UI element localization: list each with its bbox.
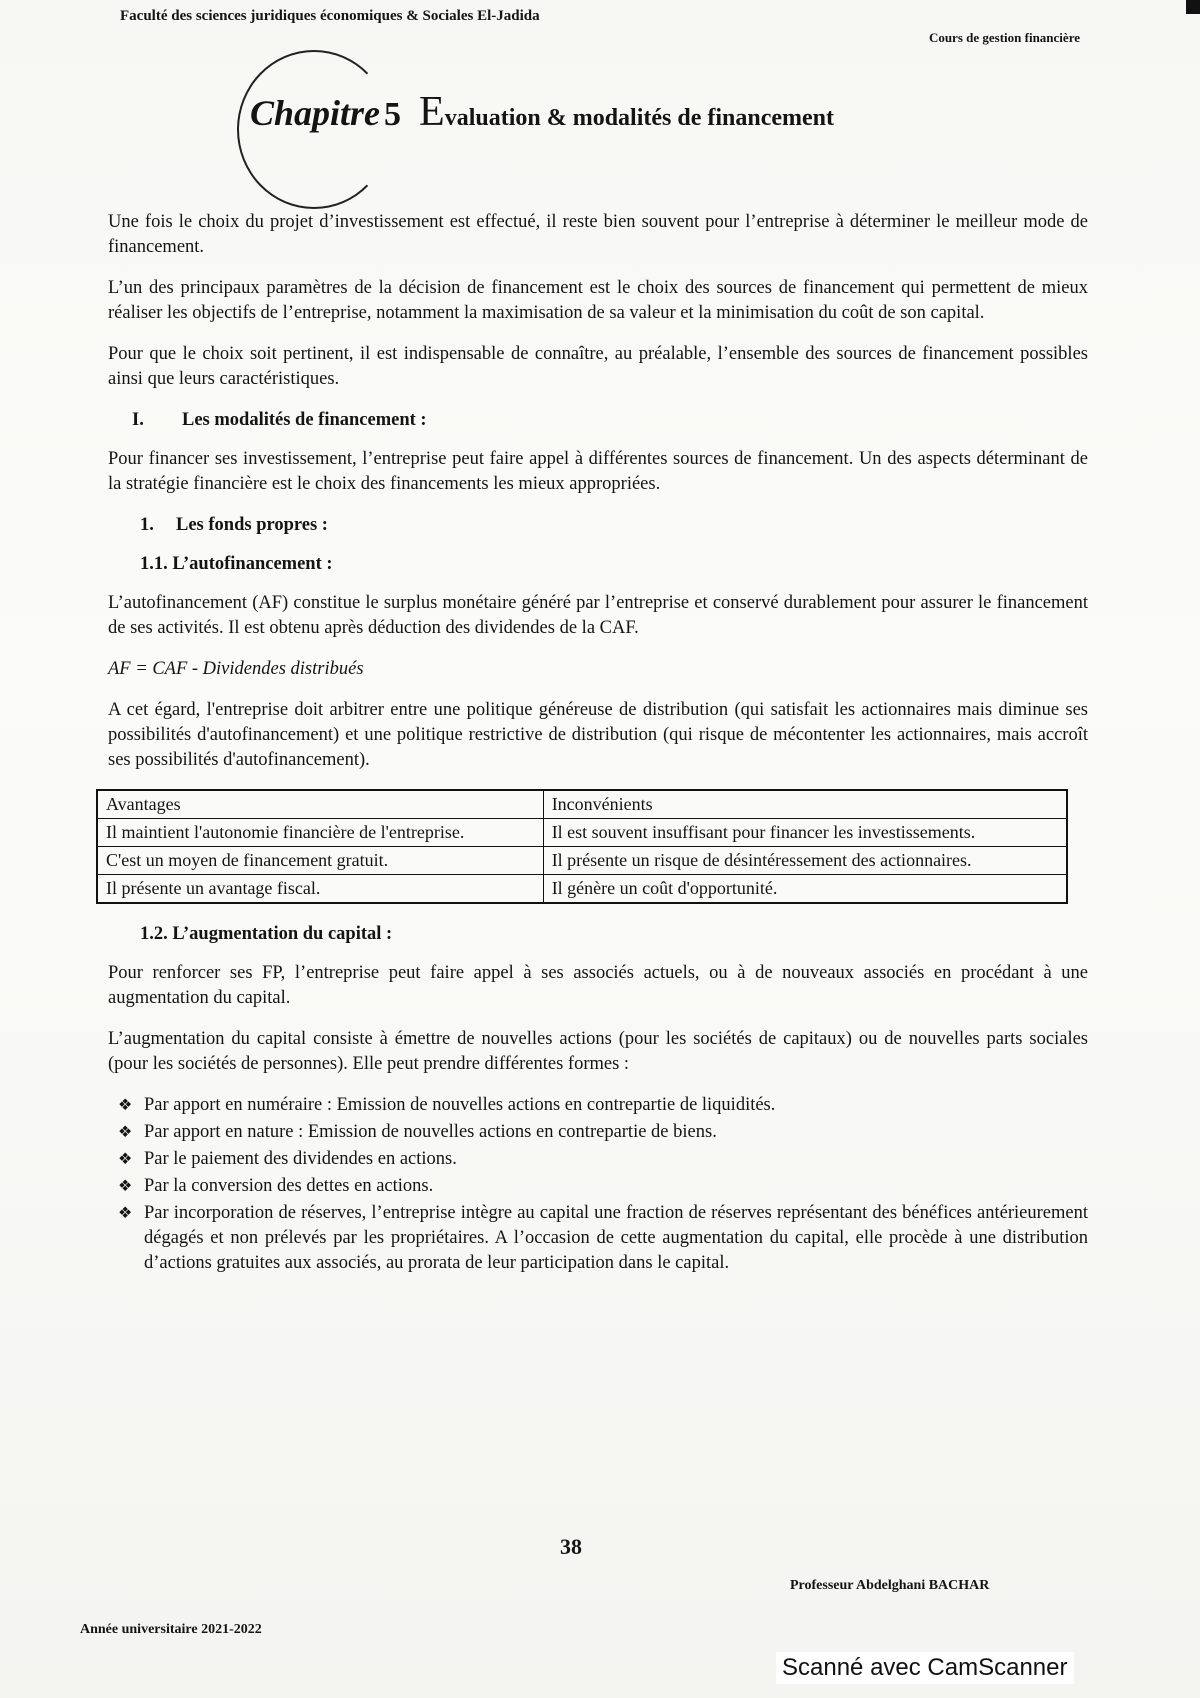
list-item: ❖ Par apport en nature : Emission de nouvelles actions en contrepartie de biens. — [114, 1120, 1088, 1145]
diamond-bullet-icon: ❖ — [118, 1205, 133, 1222]
academic-year: Année universitaire 2021-2022 — [80, 1622, 262, 1637]
table-header-row — [97, 790, 1067, 819]
chapter-number: 5 — [384, 96, 402, 133]
capital-paragraph-2: L’augmentation du capital consiste à émettre de nouvelles actions (pour les sociétés de capitaux) ou de nouvelles parts sociales (pour les sociétés de personnes). Elle peut prendre différentes formes : — [108, 1029, 1088, 1074]
section-number: I. — [132, 410, 144, 430]
capital-paragraph-1: Pour renforcer ses FP, l’entreprise peut faire appel à ses associés actuels, ou à de nouveaux associés en procédant à une augmentation du capital. — [108, 963, 1088, 1008]
page-number: 38 — [560, 1534, 582, 1559]
scan-corner-mark — [1186, 0, 1200, 14]
professor-name: Professeur Abdelghani BACHAR — [790, 1578, 990, 1593]
table-cell: Il maintient l'autonomie financière de l'entreprise. — [97, 819, 543, 847]
table-cell: Il présente un risque de désintéressement des actionnaires. — [543, 847, 1067, 875]
intro-paragraph-2: L’un des principaux paramètres de la décision de financement est le choix des sources de financement qui permettent de mieux réaliser les objectifs de l’entreprise, notamment la maximisation de sa valeur et la minimisation du coût de son capital. — [108, 278, 1088, 323]
advantages-table — [96, 789, 1068, 904]
chapter-title-initial: E — [419, 89, 445, 135]
course-header: Cours de gestion financière — [928, 30, 1080, 45]
list-item: ❖ Par le paiement des dividendes en actions. — [114, 1147, 1088, 1172]
table-cell: Il présente un avantage fiscal. — [97, 875, 543, 904]
list-item: ❖ Par la conversion des dettes en actions. — [114, 1174, 1088, 1199]
subsection-heading-1-2: 1.2. L’augmentation du capital : — [140, 924, 393, 944]
section-heading-1 — [108, 408, 1088, 433]
diamond-bullet-icon: ❖ — [118, 1178, 133, 1195]
chapter-title-rest: valuation & modalités de financement — [444, 105, 835, 131]
af-formula: AF = CAF - Dividendes distribués — [108, 659, 364, 679]
subsection-number: 1. — [140, 515, 154, 535]
table-row — [97, 875, 1067, 904]
section-1-paragraph: Pour financer ses investissement, l’entreprise peut faire appel à différentes sources de financement. Un des aspects déterminant de la stratégie financière est le choix des financements les mieux appropriées. — [108, 449, 1088, 494]
chapter-subject — [419, 89, 835, 135]
table-header-cell: Inconvénients — [543, 790, 1067, 819]
table-cell: Il est souvent insuffisant pour financer les investissements. — [543, 819, 1067, 847]
diamond-bullet-icon: ❖ — [118, 1151, 133, 1168]
table-cell: C'est un moyen de financement gratuit. — [97, 847, 543, 875]
main-content — [108, 210, 1088, 1278]
table-row — [97, 819, 1067, 847]
camscanner-watermark: Scanné avec CamScanner — [776, 1652, 1074, 1684]
list-item: ❖ Par incorporation de réserves, l’entreprise intègre au capital une fraction de réserves représentant des bénéfices antérieurement dégagés et non prélevés par les propriétaires. A l’occasion de cette augmentation du capital, elle procède à une distribution d’actions gratuites aux associés, au prorata de leur participation dans le capital. — [118, 1203, 1088, 1273]
table-header-cell: Avantages — [97, 790, 543, 819]
faculty-header: Faculté des sciences juridiques économiques & Sociales El-Jadida — [120, 8, 540, 24]
diamond-bullet-icon: ❖ — [118, 1124, 133, 1141]
chapter-title — [250, 88, 1050, 136]
table-row — [97, 847, 1067, 875]
capital-forms-list — [114, 1093, 1088, 1276]
subsection-heading-1 — [108, 513, 1088, 538]
section-title: Les modalités de financement : — [182, 410, 427, 430]
subsection-heading-1-1: 1.1. L’autofinancement : — [140, 554, 333, 574]
arbitrage-paragraph: A cet égard, l'entreprise doit arbitrer entre une politique généreuse de distribution (qui satisfait les actionnaires mais diminue ses possibilités d'autofinancement) et une politique restrictive de distribution (qui risque de mécontenter les actionnaires, mais accroît ses possibilités d'autofinancement). — [108, 700, 1088, 770]
intro-paragraph-1: Une fois le choix du projet d’investissement est effectué, il reste bien souvent pour l’entreprise à déterminer le meilleur mode de financement. — [108, 212, 1088, 257]
subsection-title: Les fonds propres : — [176, 515, 328, 535]
intro-paragraph-3: Pour que le choix soit pertinent, il est indispensable de connaître, au préalable, l’ensemble des sources de financement possibles ainsi que leurs caractéristiques. — [108, 344, 1088, 389]
diamond-bullet-icon: ❖ — [118, 1097, 133, 1114]
autofinancement-paragraph: L’autofinancement (AF) constitue le surplus monétaire généré par l’entreprise et conservé durablement pour assurer le financement de ses activités. Il est obtenu après déduction des dividendes de la CAF. — [108, 593, 1088, 638]
chapter-label: Chapitre — [250, 93, 381, 133]
list-item: ❖ Par apport en numéraire : Emission de nouvelles actions en contrepartie de liquidités. — [114, 1093, 1088, 1118]
table-cell: Il génère un coût d'opportunité. — [543, 875, 1067, 904]
